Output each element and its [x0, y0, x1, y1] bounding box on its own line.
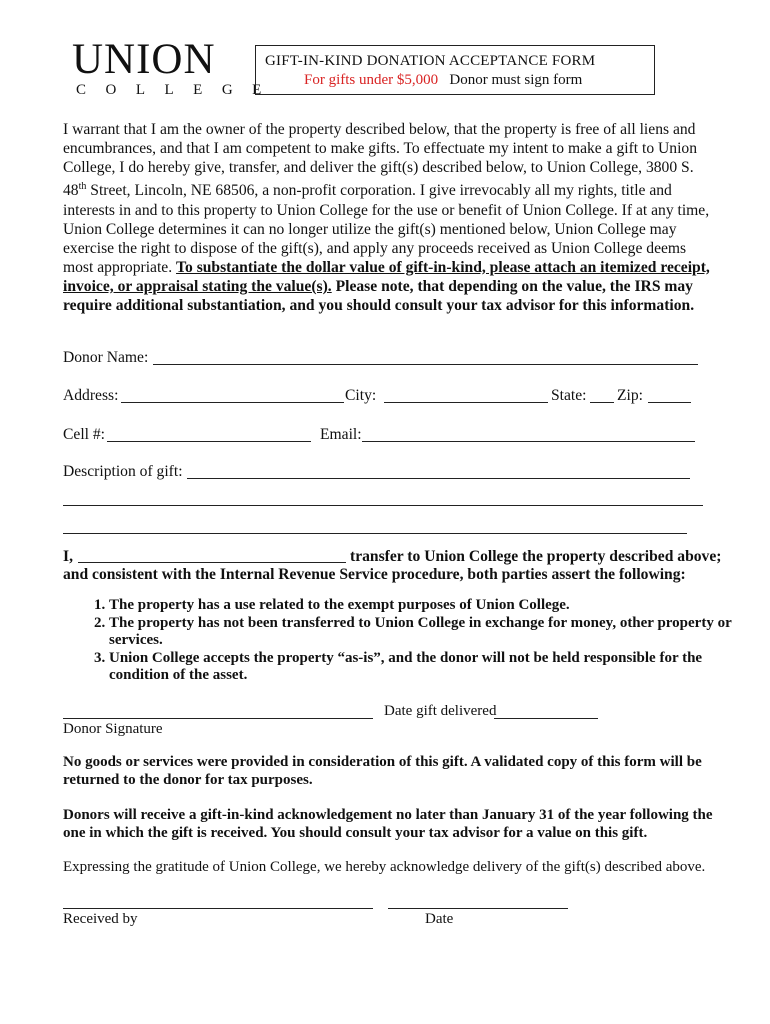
state-label: State: [551, 387, 587, 404]
warranty-sup: th [78, 181, 87, 193]
date-field[interactable] [388, 908, 568, 909]
gift-limit-note: For gifts under $5,000 [304, 72, 439, 88]
received-by-field[interactable] [63, 908, 373, 909]
address-label: Address: [63, 387, 119, 404]
warranty-underlined: To substantiate the dollar value of gift-in-kind, please attach an itemized receipt, invoice, or appraisal stating the value(s). [63, 258, 710, 295]
zip-label: Zip: [617, 387, 643, 404]
city-field[interactable] [384, 402, 548, 403]
date-label: Date [425, 911, 454, 927]
date-delivered-field[interactable] [494, 718, 598, 719]
donor-signature-field[interactable] [63, 718, 373, 719]
donor-signature-label: Donor Signature [63, 721, 163, 737]
warranty-text-1: I warrant that I am the owner of the property described below, that the property is free of all liens and encumbrances, and that I am competent to make gifts. To effectuate my intent to make a gift to Union College, I do hereby give, transfer, and deliver the gift(s) described below, to Union College, 3800 S. 48 [63, 121, 698, 200]
list-item: 3. Union College accepts the property “as-is”, and the donor will not be held responsible for the condition of the asset. [109, 650, 759, 685]
description-field-line-3[interactable] [63, 533, 687, 534]
description-field-line-2[interactable] [63, 505, 703, 506]
donor-name-label: Donor Name: [63, 349, 149, 366]
list-item: 2. The property has not been transferred to Union College in exchange for money, other property or services. [109, 615, 759, 650]
description-label: Description of gift: [63, 463, 183, 480]
donor-name-field[interactable] [153, 364, 698, 365]
form-title: GIFT-IN-KIND DONATION ACCEPTANCE FORM [265, 53, 596, 69]
conditions-list [63, 597, 759, 685]
email-label: Email: [320, 426, 362, 443]
warranty-bold: Please note, that depending on the value, the IRS may require additional substantiation, and you should consult your tax advisor for this information. [63, 277, 695, 315]
transferor-name-field[interactable] [78, 562, 346, 563]
logo-college: COLLEGE [76, 82, 281, 98]
received-by-label: Received by [63, 911, 138, 927]
warranty-text-2: Street, Lincoln, NE 68506, a non-profit corporation. I give irrevocably all my rights, title and interests in and to this property to Union College for the use or benefit of Union College. If at any time, Union College determines it can no longer utilize the gift(s) mentioned below, Union College may exercise the right to dispose of the gift(s), and apply any proceeds received as Union College deems most appropriate. [63, 182, 710, 276]
transfer-statement: and consistent with the Internal Revenue Service procedure, both parties assert the following: [63, 566, 686, 583]
city-label: City: [345, 387, 377, 404]
description-field[interactable] [187, 478, 690, 479]
form-subtitle [304, 71, 582, 89]
gratitude-note: Expressing the gratitude of Union College, we hereby acknowledge delivery of the gift(s) described above. [63, 859, 706, 875]
state-field[interactable] [590, 402, 614, 403]
transfer-suffix: transfer to Union College the property described above; [350, 548, 722, 565]
address-field[interactable] [121, 402, 344, 403]
transfer-prefix: I, [63, 548, 73, 565]
date-delivered-label: Date gift delivered [384, 703, 497, 719]
donor-sign-note: Donor must sign form [449, 72, 583, 88]
warranty-paragraph [63, 120, 713, 315]
acknowledgement-note: Donors will receive a gift-in-kind acknowledgement no later than January 31 of the year following the one in which the gift is received. You should consult your tax advisor for a value on this gift. [63, 807, 713, 841]
zip-field[interactable] [648, 402, 691, 403]
no-goods-note: No goods or services were provided in consideration of this gift. A validated copy of this form will be returned to the donor for tax purposes. [63, 754, 702, 788]
email-field[interactable] [362, 441, 695, 442]
list-item: 1. The property has a use related to the exempt purposes of Union College. [109, 597, 759, 615]
cell-label: Cell #: [63, 426, 106, 443]
logo-union: UNION [72, 36, 216, 83]
cell-field[interactable] [107, 441, 311, 442]
